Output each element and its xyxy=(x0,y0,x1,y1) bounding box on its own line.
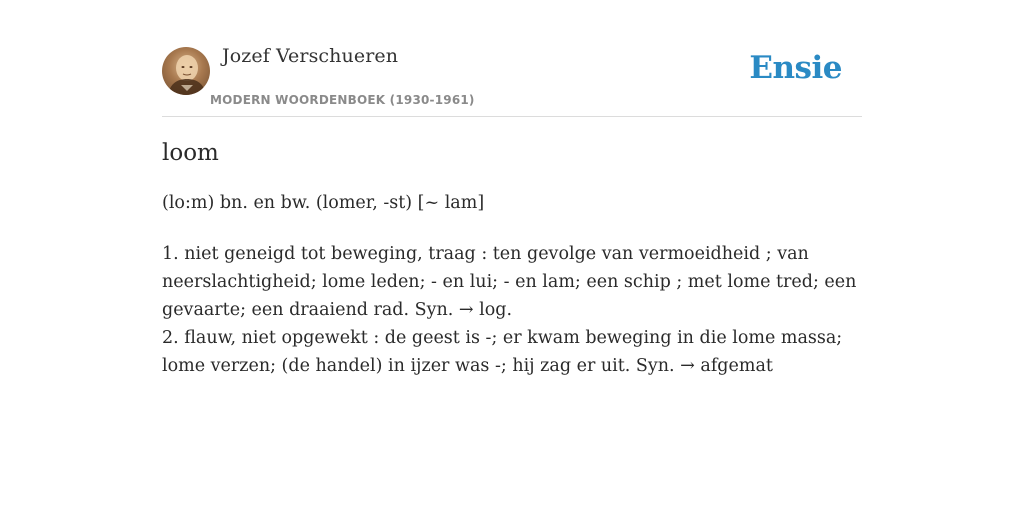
sense-2: 2. flauw, niet opgewekt : de geest is -; er kwam beweging in die lome massa; lome verzen; (de handel) in ijzer was -; hij zag er uit. Syn. → afgemat xyxy=(162,328,843,376)
card-header xyxy=(162,0,862,117)
entry-definition xyxy=(162,240,862,380)
definition-card xyxy=(162,0,862,376)
entry-term: loom xyxy=(162,140,219,166)
author-name[interactable]: Jozef Verschueren xyxy=(222,45,399,67)
author-portrait-icon xyxy=(162,47,210,95)
author-avatar[interactable] xyxy=(162,47,210,95)
brand-logo[interactable]: Ensie xyxy=(749,50,842,86)
source-label[interactable]: MODERN WOORDENBOEK (1930-1961) xyxy=(210,93,475,107)
sense-1: 1. niet geneigd tot beweging, traag : ten gevolge van vermoeidheid ; van neerslachtigheid; lome leden; - en lui; - en lam; een schip ; met lome tred; een gevaarte; een draaiend rad. Syn. → log. xyxy=(162,244,857,320)
entry-grammar: (lo:m) bn. en bw. (lomer, -st) [~ lam] xyxy=(162,193,485,213)
